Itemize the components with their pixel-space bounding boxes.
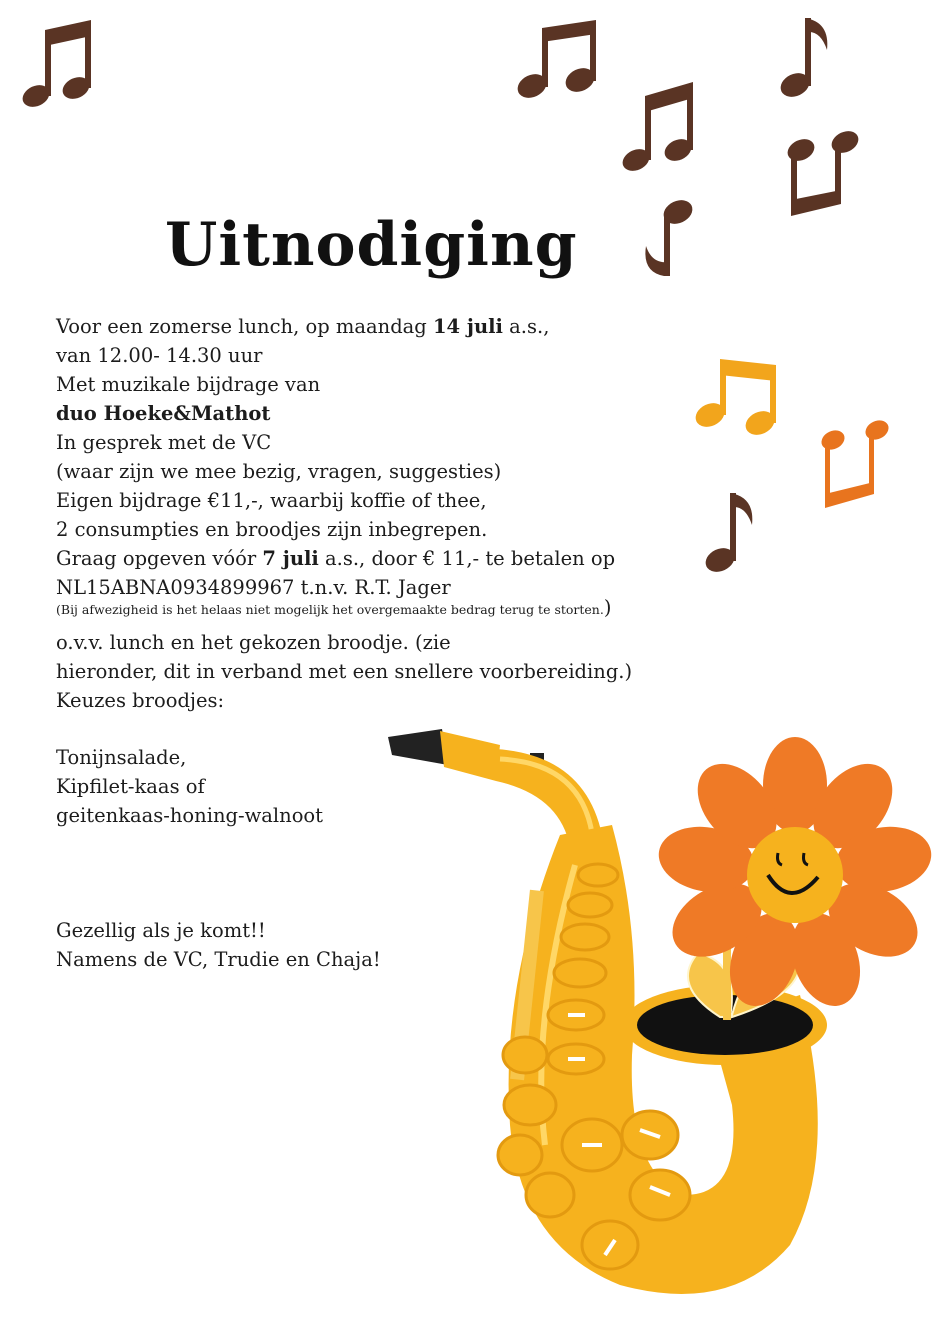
double-eighth-note-icon [785, 120, 865, 220]
sandwich-option: Kipfilet-kaas of [56, 775, 205, 798]
register-deadline: 7 juli [262, 547, 319, 570]
sandwich-option: Tonijnsalade, [56, 746, 187, 769]
invitation-line-date: Voor een zomerse lunch, op maandag 14 juli a.s., [56, 315, 550, 338]
page-title: Uitnodiging [165, 210, 578, 280]
eighth-note-icon [775, 10, 835, 105]
invitation-line-topics: (waar zijn we mee bezig, vragen, suggesties) [56, 460, 502, 483]
invitation-line-talk: In gesprek met de VC [56, 431, 272, 454]
eighth-note-icon [700, 485, 760, 580]
sandwich-option: geitenkaas-honing-walnoot [56, 804, 324, 827]
closing-signature: Namens de VC, Trudie en Chaja! [56, 948, 381, 971]
double-eighth-note-icon [510, 18, 605, 103]
eighth-note-icon [640, 190, 700, 290]
invitation-line-cost: Eigen bijdrage €11,-, waarbij koffie of thee, [56, 489, 487, 512]
invitation-line-music: Met muzikale bijdrage van [56, 373, 321, 396]
order-line-1: o.v.v. lunch en het gekozen broodje. (zie [56, 631, 451, 654]
invitation-line-register: Graag opgeven vóór 7 juli a.s., door € 11,- te betalen op [56, 547, 616, 570]
double-eighth-note-icon [690, 355, 785, 445]
order-line-2: hieronder, dit in verband met een snellere voorbereiding.) [56, 660, 633, 683]
double-eighth-note-icon [20, 18, 95, 113]
bank-account: NL15ABNA0934899967 t.n.v. R.T. Jager [56, 576, 451, 599]
invitation-line-time: van 12.00- 14.30 uur [56, 344, 263, 367]
saxophone-flower-illustration [380, 725, 940, 1329]
refund-note: (Bij afwezigheid is het helaas niet mogelijk het overgemaakte bedrag terug te storten.) [56, 596, 612, 619]
double-eighth-note-icon [815, 410, 895, 515]
double-eighth-note-icon [620, 80, 700, 180]
closing-line: Gezellig als je komt!! [56, 919, 266, 942]
invitation-line-included: 2 consumpties en broodjes zijn inbegrepen. [56, 518, 488, 541]
performer-name: duo Hoeke&Mathot [56, 402, 271, 425]
lunch-date: 14 juli [432, 315, 503, 338]
sandwich-heading: Keuzes broodjes: [56, 689, 225, 712]
